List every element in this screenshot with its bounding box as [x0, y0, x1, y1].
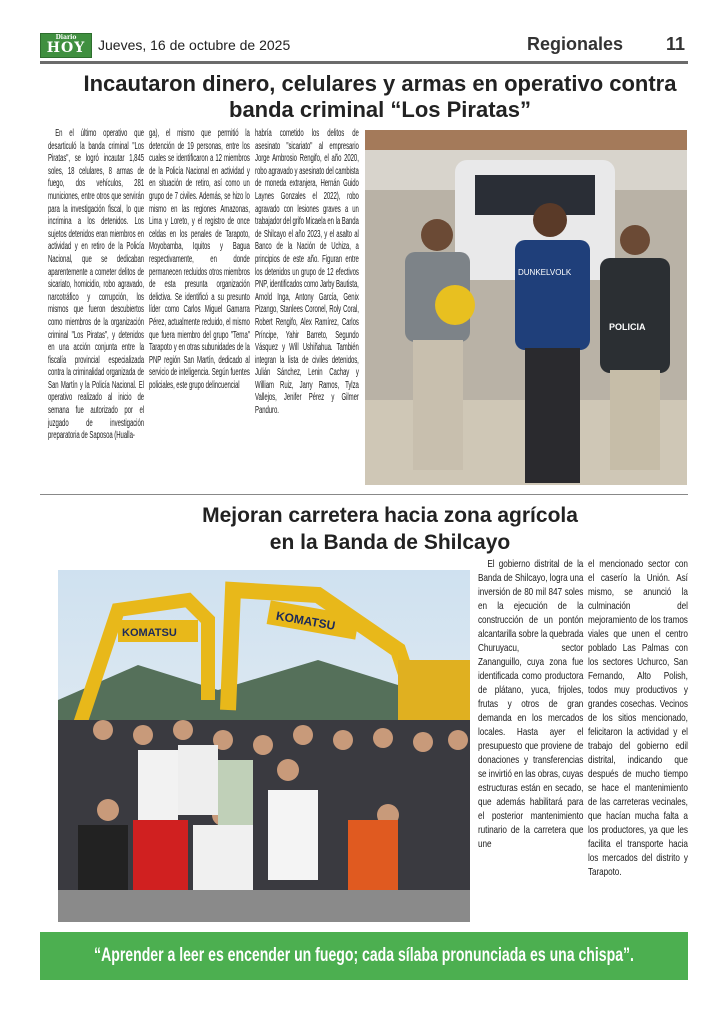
- article2-headline: Mejoran carretera hacia zona agrícola en la Banda de Shilcayo: [202, 504, 578, 554]
- article1-photo: [365, 130, 687, 485]
- paragraph: ga), el mismo que permitió la detención de 19 personas, entre los cuales se identificaron a 12 miembros de la Policía Nacional en actividad y en situación de retiro, así como un grupo de 7 civiles. Además, se hizo lo mismo en las regiones Amazonas, Lima y Loreto, y el registro de once celdas en los penales de Tarapoto, Moyobamba, Iquitos y Bagua respectivamente, en donde permanecen recluidos otros miembros de esta presunta organización delictiva. Se identificó a su presunto líder como Carlos Miguel Gamarra Pérez, actualmente recluido, el mismo que fuera miembro del grupo "Terna" Tarapoto y en otras subunidades de la PNP región San Martín, dedicado al servicio de inteligencia. Según fuentes policiales, este grupo delincuencial: [149, 128, 250, 391]
- quote-text: “Aprender a leer es encender un fuego; cada sílaba pronunciada es una chispa”.: [94, 945, 634, 966]
- article1-column-1: [48, 128, 144, 443]
- article2-column-1: [478, 557, 583, 851]
- logo-big-text: HOY: [46, 40, 86, 56]
- logo-small-text: Diario: [55, 34, 77, 41]
- header-rule: [40, 61, 688, 64]
- section-divider: [40, 494, 688, 495]
- vest-text: POLICIA: [609, 322, 646, 332]
- paragraph: El gobierno distrital de la Banda de Shilcayo, logra una inversión de 80 mil 847 soles en la ejecución de la construcción de un pontón alcantarilla sobre la quebrada Churuyacu, sector Zananguillo, cuya zona fue identificada como productora de plátano, yuca, frijoles, frutas y otros de gran demanda en los mercados locales. Hasta ayer el presupuesto que proviene de donaciones y transferencias se invirtió en las obras, cuyas estructuras están en secado, que además habilitará para el posterior mantenimiento rutinario de la carretera que une: [478, 558, 584, 850]
- shirt-text: DUNKELVOLK: [518, 268, 572, 277]
- excavator-brand-1: KOMATSU: [122, 627, 177, 639]
- excavator-brand-2: KOMATSU: [274, 608, 337, 633]
- paragraph: En el último operativo que desarticuló la banda criminal "Los Piratas", se logró incautar 1,845 soles, 18 celulares, 8 armas de fuego, dos vehículos, 281 municiones, entre otros que servirán para la investigación fiscal, lo que incrimina a los detenidos. Los sujetos detenidos eran miembros en actividad y en retiro de la Policía Nacional, que se dedicaban aparentemente a cometer delitos de sicariato, homicidio, robo agravado, narcotráfico y corrupción, los mismos que fueron descubiertos como miembros de la organización criminal "Los Piratas", y detenidos en una acción conjunta entre la fiscalía provincial especializada contra la criminalidad organizada de San Martín y la Policía Nacional. El operativo realizado al inicio de semana fue autorizado por el juzgado de investigación preparatoria de Saposoa (Hualla-: [48, 128, 145, 442]
- page-number: 11: [665, 34, 685, 54]
- article1-column-3: [255, 128, 359, 418]
- paragraph: el mencionado sector con el caserío la Unión. Así mismo, se anunció la culminación del mejoramiento de los tramos viales que unen el centro poblado Las Palmas con los sectores Uchurco, San Fernando, Alto Polish, todos muy productivos y grandes cosechas. Vecinos de los sitios mencionado, felicitaron la actividad y el trabajo del gobierno edil distrital, indicando que después de mucho tiempo se hace el mantenimiento de las carreteras vecinales, que hacían mucha falta a los productores, ya que les facilita el transporte hacia los mercados del distrito y Tarapoto.: [588, 558, 688, 878]
- issue-date: Jueves, 16 de octubre de 2025: [98, 37, 291, 53]
- quote-banner: [40, 932, 688, 980]
- article1-column-2: [149, 128, 250, 392]
- article2-column-2: [588, 557, 688, 879]
- paragraph: habría cometido los delitos de asesinato "sicariato" al empresario Jorge Ambrosio Rengifo, el año 2020, robo agravado y asesinato del cambista de moneda extranjera, Hernán Guido Laynes Gonzales el 2022), robo agravado con lesiones graves a un trabajador del grifo Micaela en la Banda de Shilcayo el año 2023, y el asalto al Banco de la Nación de Uchiza, a principios de este año. Figuran entre los detenidos un grupo de 12 efectivos PNP, identificados como Jarby Bautista, Arnold Inga, Antony García, Genix Pizango, Stanlees Coronel, Roly Coral, Robert Rengifo, Alex Ramírez, Carlos Príncipe, Yahir Barreto, Segundo Vásquez y Will Ushiñahua. También integran la lista de civiles detenidos, Julián Sánchez, Lenin Cachay y William Ruiz, Jarry Ramos, Tylza Vallejos, Jenifer Pérez y Gilmer Panduro.: [255, 128, 359, 417]
- article2-photo: [58, 570, 470, 922]
- section-name: Regionales: [526, 34, 623, 54]
- newspaper-logo: [40, 33, 92, 58]
- article1-headline: Incautaron dinero, celulares y armas en operativo contra banda criminal “Los Piratas”: [83, 71, 677, 122]
